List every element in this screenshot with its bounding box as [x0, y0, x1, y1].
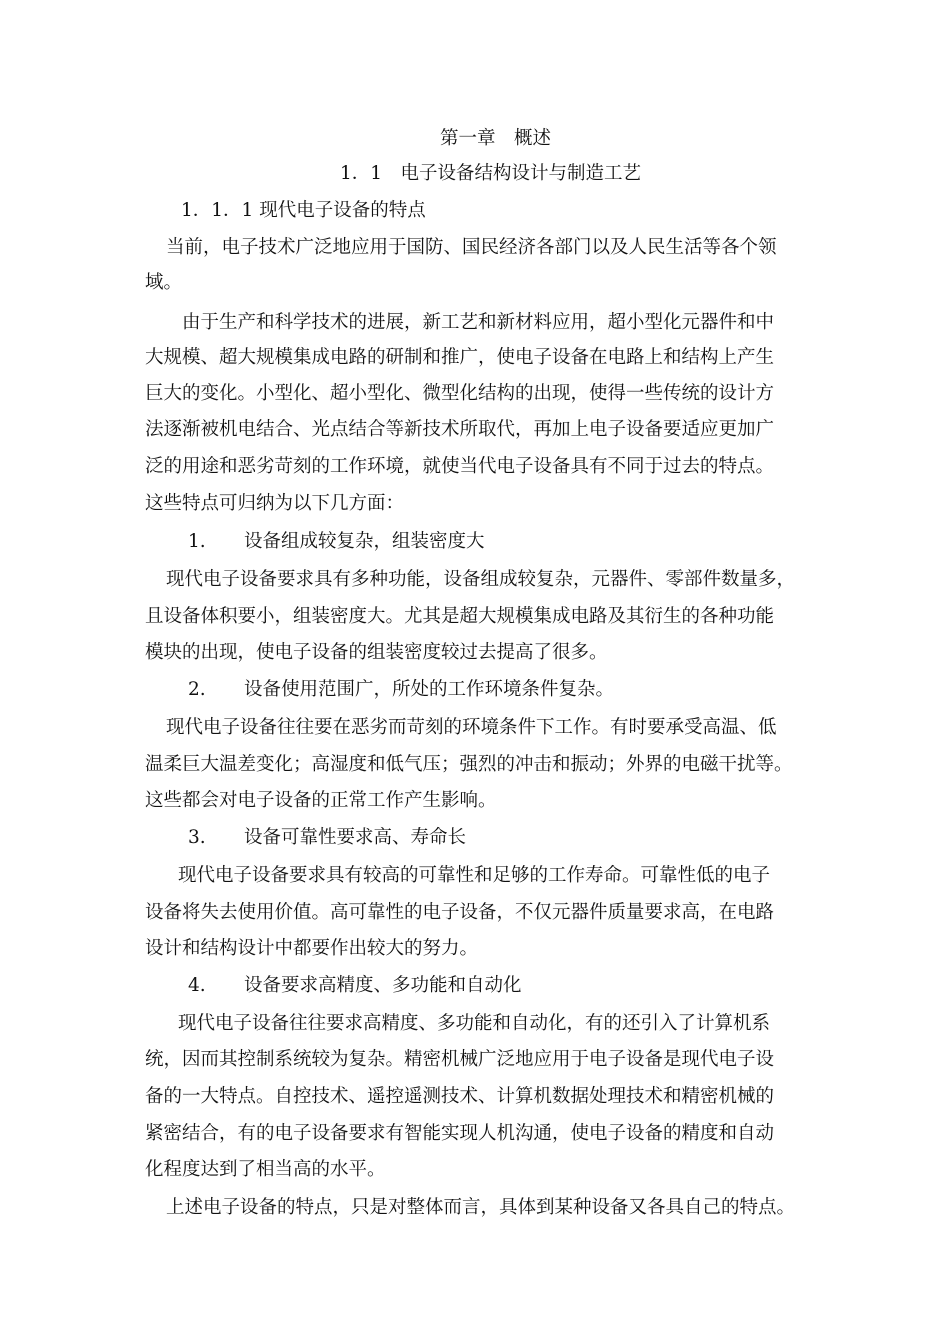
feature-heading-text: 设备要求高精度、多功能和自动化 [244, 975, 522, 996]
feature-heading-text: 设备组成较复杂，组装密度大 [244, 531, 485, 552]
feature-heading [188, 826, 466, 850]
feature-number: 1. [188, 531, 206, 552]
feature-body-line: 温柔巨大温差变化；高湿度和低气压；强烈的冲击和振动；外界的电磁干扰等。 [145, 754, 793, 775]
feature-body-line: 化程度达到了相当高的水平。 [145, 1159, 386, 1180]
section-title: 1．1 电子设备结构设计与制造工艺 [340, 163, 642, 184]
closing-paragraph: 上述电子设备的特点，只是对整体而言，具体到某种设备又各具自己的特点。 [166, 1197, 796, 1218]
feature-heading [188, 530, 485, 554]
feature-heading [188, 678, 614, 702]
feature-body-line: 备的一大特点。自控技术、遥控遥测技术、计算机数据处理技术和精密机械的 [145, 1086, 775, 1107]
feature-body-line: 紧密结合，有的电子设备要求有智能实现人机沟通，使电子设备的精度和自动 [145, 1123, 775, 1144]
feature-body-line: 统，因而其控制系统较为复杂。精密机械广泛地应用于电子设备是现代电子设 [145, 1049, 775, 1070]
feature-heading [188, 974, 522, 998]
feature-body-line: 现代电子设备要求具有多种功能，设备组成较复杂，元器件、零部件数量多， [166, 569, 796, 590]
feature-body-line: 现代电子设备要求具有较高的可靠性和足够的工作寿命。可靠性低的电子 [178, 865, 771, 886]
intro-line: 域。 [145, 272, 183, 293]
background-line: 由于生产和科学技术的进展，新工艺和新材料应用，超小型化元器件和中 [182, 312, 775, 333]
feature-body-line: 设备将失去使用价值。高可靠性的电子设备，不仅元器件质量要求高，在电路 [145, 902, 775, 923]
feature-number: 2. [188, 679, 206, 700]
feature-body-line: 且设备体积要小，组装密度大。尤其是超大规模集成电路及其衍生的各种功能 [145, 606, 775, 627]
subsection-title: 1．1．1 现代电子设备的特点 [181, 200, 426, 221]
chapter-title: 第一章 概述 [440, 128, 552, 149]
feature-body-line: 现代电子设备往往要求高精度、多功能和自动化，有的还引入了计算机系 [178, 1013, 771, 1034]
feature-body-line: 模块的出现，使电子设备的组装密度较过去提高了很多。 [145, 642, 608, 663]
background-line: 法逐渐被机电结合、光点结合等新技术所取代，再加上电子设备要适应更加广 [145, 419, 775, 440]
background-line: 大规模、超大规模集成电路的研制和推广，使电子设备在电路上和结构上产生 [145, 347, 775, 368]
background-line: 这些特点可归纳为以下几方面： [145, 493, 405, 514]
background-line: 泛的用途和恶劣苛刻的工作环境，就使当代电子设备具有不同于过去的特点。 [145, 456, 775, 477]
feature-body-line: 现代电子设备往往要在恶劣而苛刻的环境条件下工作。有时要承受高温、低 [166, 717, 777, 738]
intro-line: 当前，电子技术广泛地应用于国防、国民经济各部门以及人民生活等各个领 [166, 237, 777, 258]
feature-body-line: 这些都会对电子设备的正常工作产生影响。 [145, 790, 497, 811]
background-line: 巨大的变化。小型化、超小型化、微型化结构的出现，使得一些传统的设计方 [145, 383, 775, 404]
feature-body-line: 设计和结构设计中都要作出较大的努力。 [145, 938, 479, 959]
feature-number: 4. [188, 975, 206, 996]
feature-number: 3. [188, 827, 206, 848]
feature-heading-text: 设备使用范围广，所处的工作环境条件复杂。 [244, 679, 615, 700]
feature-heading-text: 设备可靠性要求高、寿命长 [244, 827, 467, 848]
